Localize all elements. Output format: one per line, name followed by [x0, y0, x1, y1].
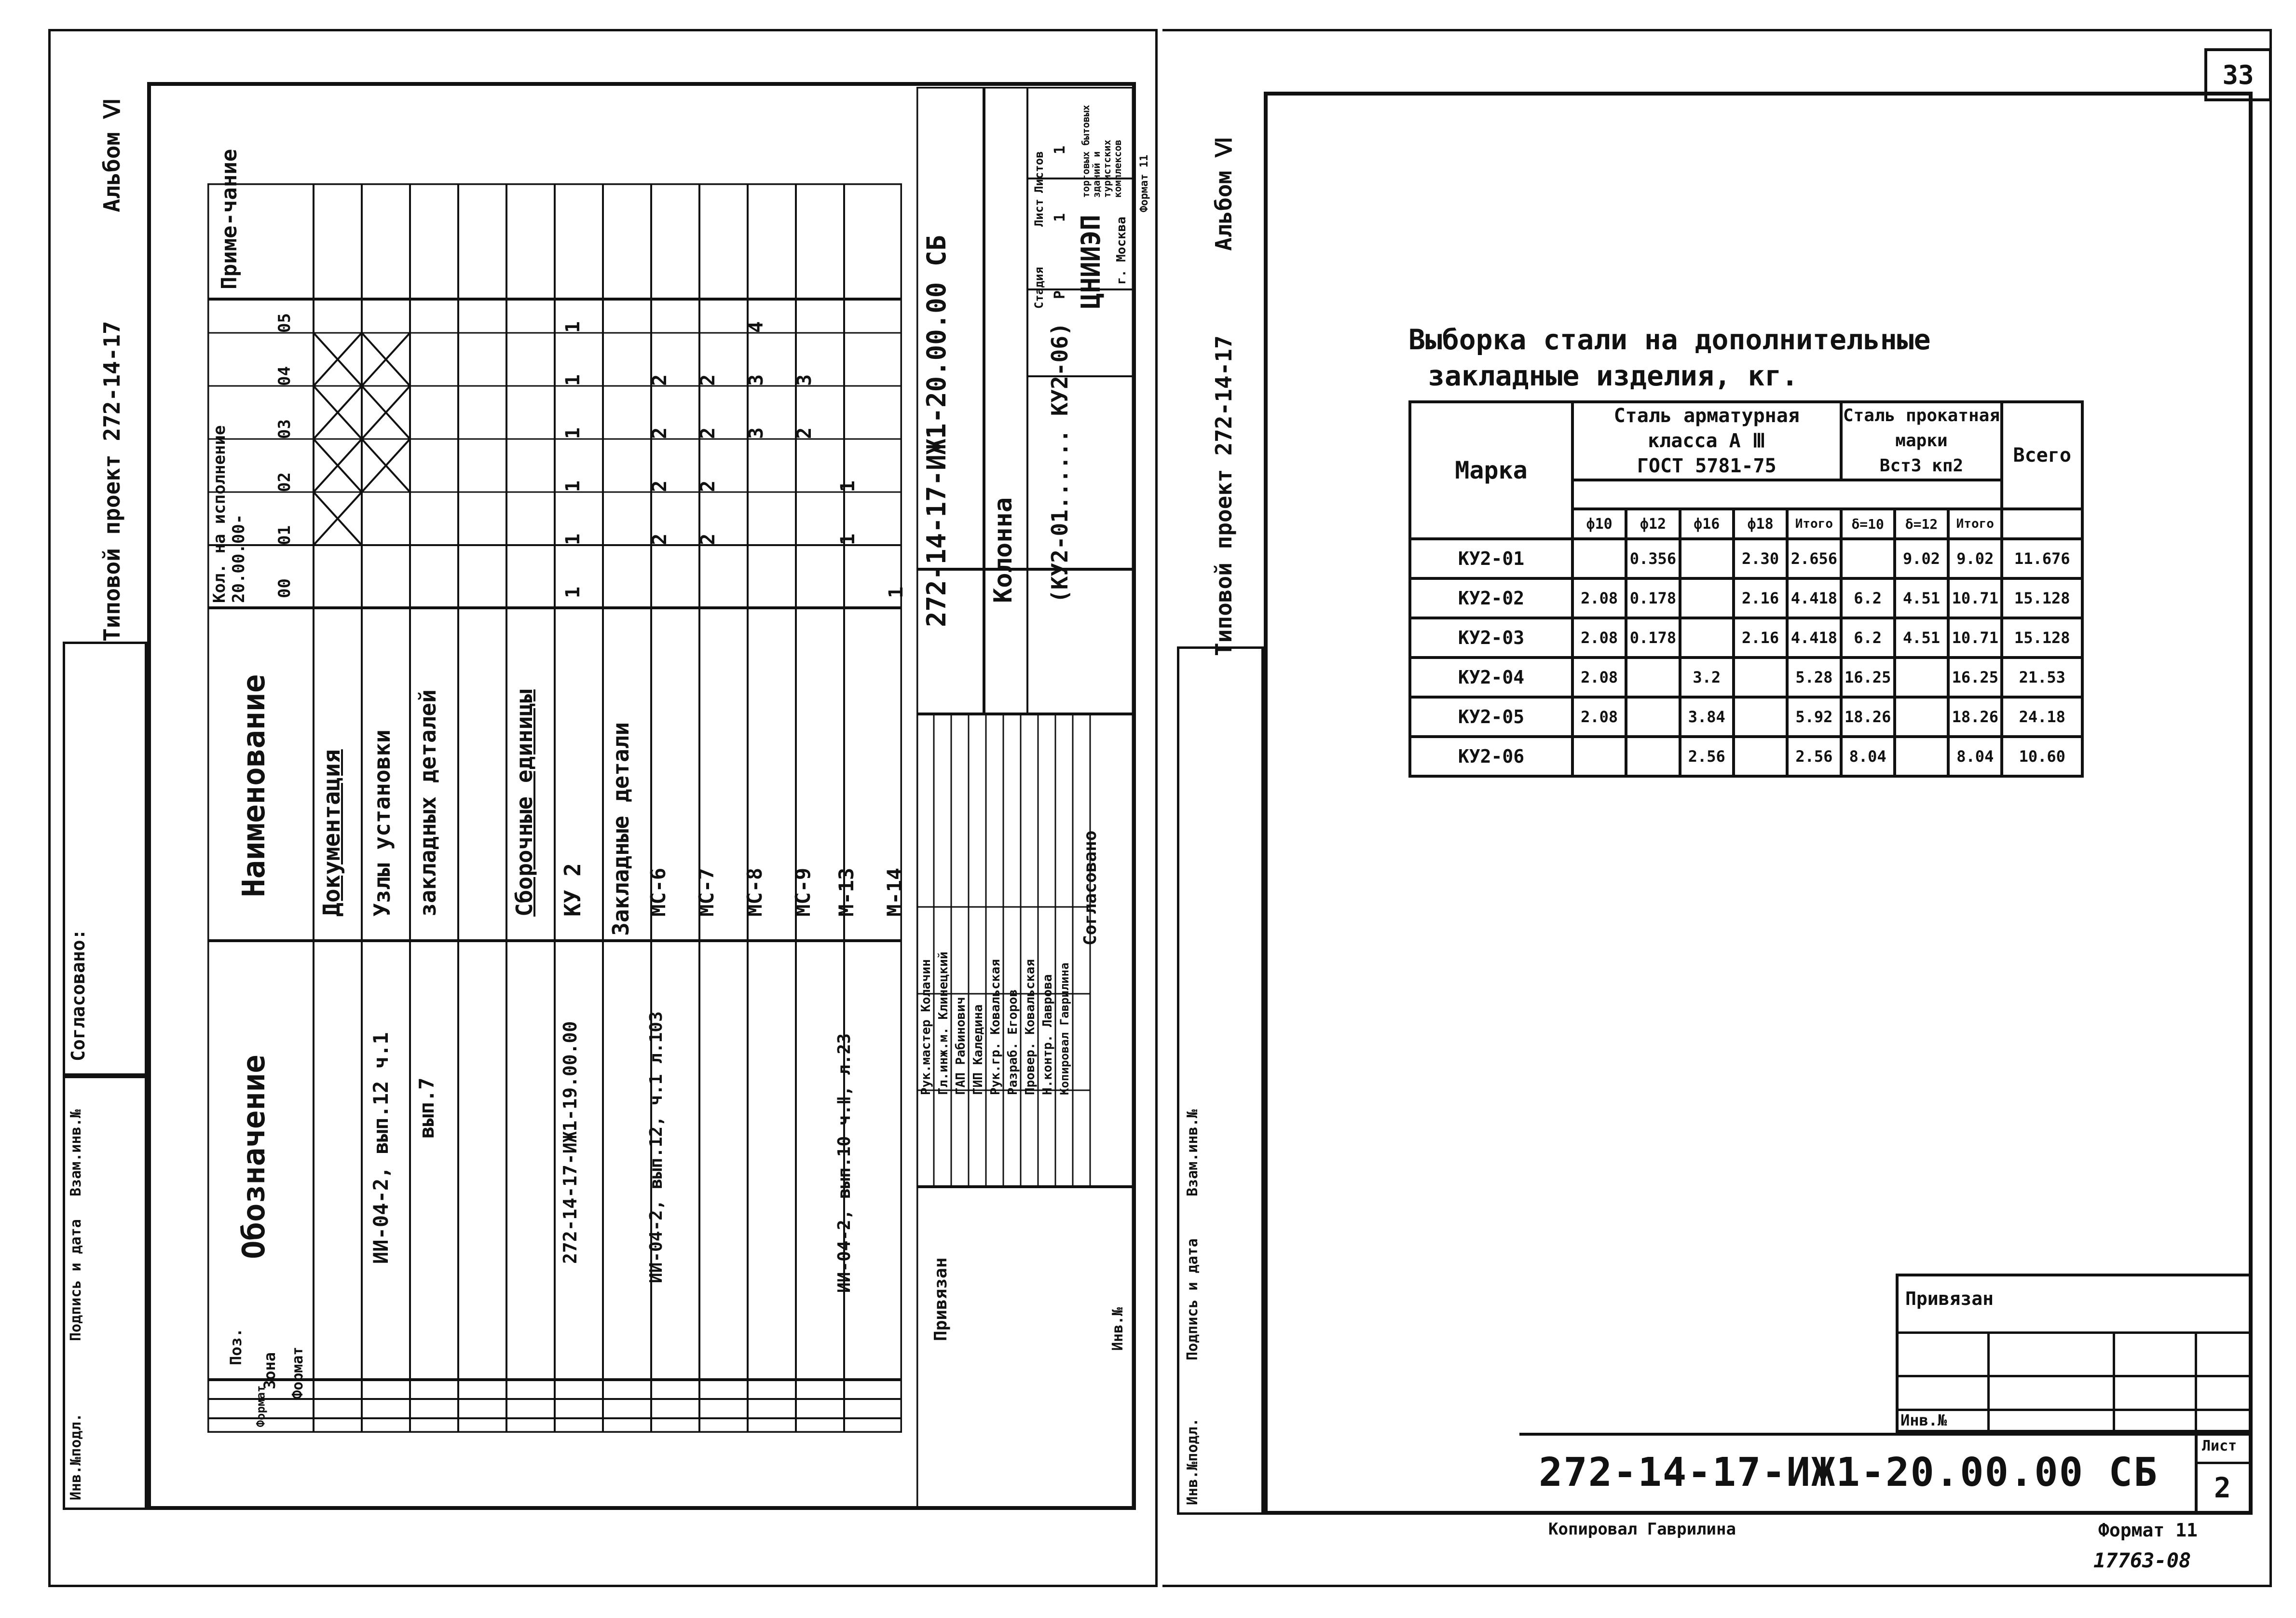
row-5-name: Сборочные единицы: [511, 689, 537, 917]
header-rolled: Сталь прокатная марки Вст3 кп2: [1841, 402, 2002, 480]
qty-6-03: 1: [562, 427, 584, 439]
left-agreed-label: Согласовано:: [68, 929, 89, 1061]
right-sheet-number: 2: [2214, 1471, 2231, 1504]
table-row: КУ2-01 0.356 2.30 2.656 9.02 9.02 11.676: [1410, 539, 2082, 578]
row-12-name: МС-9: [791, 867, 815, 917]
role-3: ГАП Рабинович: [954, 997, 968, 1095]
role-2: Гл.инж.м. Клинецкий: [936, 951, 951, 1095]
left-edge-album: Альбом Ⅵ: [99, 98, 125, 212]
left-stamp-sheet: Лист: [1032, 199, 1046, 227]
spec-header-zone-label: Зона: [260, 1352, 279, 1389]
left-stamp-sheet-value: 1: [1052, 213, 1068, 222]
spec-header-note: Приме-чание: [217, 149, 242, 289]
right-stamp-code: 272-14-17-ИЖ1-20.00.00 СБ: [1539, 1450, 2159, 1495]
right-sheet-divider: [2195, 1462, 2253, 1464]
qty-6-04: 1: [562, 374, 584, 386]
qty-10-03: 2: [697, 427, 719, 439]
right-format: Формат 11: [2098, 1520, 2198, 1541]
sub-total-b: Итого: [1948, 509, 2002, 539]
right-edge-project: Типовой проект 272-14-17: [1211, 335, 1237, 656]
left-stamp-sheets-value: 1: [1052, 145, 1068, 154]
sub-f16: ф16: [1680, 509, 1734, 539]
left-stamp-stage: Стадия: [1032, 267, 1046, 309]
qty-6-00: 1: [562, 586, 584, 598]
spec-header-designation: Обозначение: [236, 1055, 272, 1259]
sub-f10: ф10: [1572, 509, 1626, 539]
left-edge-inv: Инв.№подл.: [68, 1413, 84, 1500]
right-copied: Копировал Гаврилина: [1548, 1520, 1736, 1539]
right-attached-vline-2: [2113, 1331, 2115, 1433]
left-stamp-subtitle: (КУ2-01...... КУ2-06): [1047, 322, 1073, 603]
sub-f18: ф18: [1734, 509, 1787, 539]
left-stamp-inv: Инв.№: [1109, 1307, 1126, 1351]
row-9-designation: ИИ-04-2, вып.12, ч.1 л.103: [646, 1011, 666, 1283]
row-2-designation: ИИ-04-2, вып.12 ч.1: [369, 1032, 393, 1264]
spec-header-format-label: Формат: [289, 1346, 306, 1399]
qty-11-04: 3: [745, 374, 767, 386]
row-6-name: КУ 2: [560, 863, 586, 917]
left-edge-project: Типовой проект 272-14-17: [99, 321, 125, 642]
left-stamp-city: г. Москва: [1114, 217, 1129, 285]
left-stamp-org: ЦНИИЭП: [1076, 214, 1106, 309]
table-row: КУ2-06 2.56 2.56 8.04 8.04 10.60: [1410, 737, 2082, 776]
row-3-name: закладных деталей: [415, 689, 441, 917]
role-1: Рук.мастер Колачин: [919, 959, 933, 1095]
qty-13-01: 1: [837, 533, 859, 545]
row-14-name: М-14: [883, 867, 906, 917]
qty-col-03: 03: [275, 419, 294, 439]
right-edge-label-box: [1177, 646, 1264, 1515]
right-handnote: 17763-08: [2093, 1549, 2191, 1572]
qty-14-00: 1: [885, 586, 907, 598]
left-stamp-title: Колонна: [989, 497, 1018, 603]
selection-title-line1: Выборка стали на дополнительные: [1408, 323, 1931, 356]
row-2-name: Узлы установки: [369, 729, 395, 917]
left-stamp-attached: Привязан: [931, 1257, 951, 1341]
right-sheet-label: Лист: [2202, 1438, 2237, 1454]
qty-12-03: 2: [793, 427, 816, 439]
header-rebar: Сталь арматурная класса А Ⅲ ГОСТ 5781-75: [1572, 402, 1841, 480]
table-row: КУ2-03 2.08 0.178 2.16 4.418 6.2 4.51 10.71 15.128: [1410, 618, 2082, 658]
right-attached-line-1: [1896, 1331, 2253, 1334]
sub-f12: ф12: [1626, 509, 1680, 539]
right-edge-inv: Инв.№подл.: [1184, 1418, 1201, 1505]
left-stamp-format: Формат 11: [1138, 154, 1150, 212]
page-number-box: 33: [2204, 48, 2272, 101]
left-stamp-copied: Копировал Гаврилина: [1058, 962, 1071, 1095]
right-attached-vline-1: [1987, 1331, 1990, 1433]
left-stamp-stage-value: Р: [1052, 290, 1068, 299]
steel-selection-table: [1408, 400, 2084, 778]
qty-6-02: 1: [562, 480, 584, 492]
header-total: Всего: [2002, 402, 2082, 509]
table-row: КУ2-04 2.08 3.2 5.28 16.25 16.25 21.53: [1410, 658, 2082, 697]
qty-6-05: 1: [562, 321, 584, 333]
sub-total-a: Итого: [1787, 509, 1841, 539]
qty-9-02: 2: [649, 480, 671, 492]
left-stamp-org-full: торговых бытовых зданий и туристских комплексов: [1080, 105, 1123, 198]
right-attached-vline-3: [2195, 1331, 2197, 1433]
left-stamp-sheets: Листов: [1032, 151, 1046, 193]
row-11-name: МС-8: [743, 867, 766, 917]
header-mark: Марка: [1410, 402, 1572, 539]
role-4: ГИП Каледина: [971, 1004, 985, 1095]
right-stamp-attached: Привязан: [1905, 1288, 1994, 1309]
role-5: Рук.гр. Ковальская: [988, 959, 1003, 1095]
qty-12-04: 3: [793, 374, 816, 386]
role-6: Разраб. Егоров: [1006, 989, 1020, 1095]
spec-header-pos: Поз.: [227, 1328, 245, 1365]
qty-10-01: 2: [697, 533, 719, 545]
table-row: КУ2-02 2.08 0.178 2.16 4.418 6.2 4.51 10.71 15.128: [1410, 578, 2082, 618]
qty-10-04: 2: [697, 374, 719, 386]
qty-13-02: 1: [837, 480, 859, 492]
qty-col-05: 05: [275, 313, 294, 333]
right-edge-sign: Подпись и дата: [1184, 1238, 1201, 1360]
row-13-designation: ИИ-04-2, вып.10 ч.Ⅱ, л.23: [834, 1033, 854, 1293]
sub-d10: δ=10: [1841, 509, 1895, 539]
spec-header-format: Формат: [253, 1385, 267, 1427]
right-stamp-inv: Инв.№: [1900, 1411, 1947, 1429]
qty-col-02: 02: [275, 472, 294, 492]
spec-header-name: Наименование: [236, 674, 272, 897]
qty-9-04: 2: [649, 374, 671, 386]
spec-table-grid: [207, 183, 902, 1433]
right-edge-album: Альбом Ⅵ: [1211, 137, 1237, 251]
qty-9-03: 2: [649, 427, 671, 439]
left-stamp-code: 272-14-17-ИЖ1-20.00.00 СБ: [921, 235, 952, 627]
right-attached-line-2: [1896, 1375, 2253, 1377]
qty-10-02: 2: [697, 480, 719, 492]
qty-6-01: 1: [562, 533, 584, 545]
table-row: КУ2-05 2.08 3.84 5.92 18.26 18.26 24.18: [1410, 697, 2082, 737]
spec-header-qty-title: Кол. на исполнение 20.00.00-: [210, 425, 248, 603]
role-8: Н.контр. Лаврова: [1040, 974, 1055, 1095]
left-edge-replace: Взам.инв.№: [68, 1109, 84, 1196]
row-13-name: М-13: [834, 867, 858, 917]
sub-d12: δ=12: [1895, 509, 1948, 539]
role-7: Провер. Ковальская: [1023, 959, 1038, 1095]
qty-col-00: 00: [275, 578, 294, 598]
selection-title-line2: закладные изделия, кг.: [1428, 359, 1799, 392]
row-8-name: Закладные детали: [608, 722, 634, 936]
row-9-name: МС-6: [646, 867, 670, 917]
row-10-name: МС-7: [695, 867, 718, 917]
qty-11-05: 4: [745, 321, 767, 333]
right-edge-replace: Взам.инв.№: [1184, 1109, 1201, 1196]
qty-9-01: 2: [649, 533, 671, 545]
row-6-designation: 272-14-17-ИЖ1-19.00.00: [560, 1021, 581, 1264]
qty-11-03: 3: [745, 427, 767, 439]
row-1-name: Документация: [318, 749, 345, 917]
right-attached-line-3: [1896, 1409, 2253, 1411]
left-stamp-agreed: Согласовано: [1080, 830, 1100, 946]
qty-col-01: 01: [275, 525, 294, 545]
row-3-designation: вып.7: [415, 1077, 438, 1138]
qty-col-04: 04: [275, 366, 294, 386]
left-edge-sign: Подпись и дата: [68, 1219, 84, 1341]
